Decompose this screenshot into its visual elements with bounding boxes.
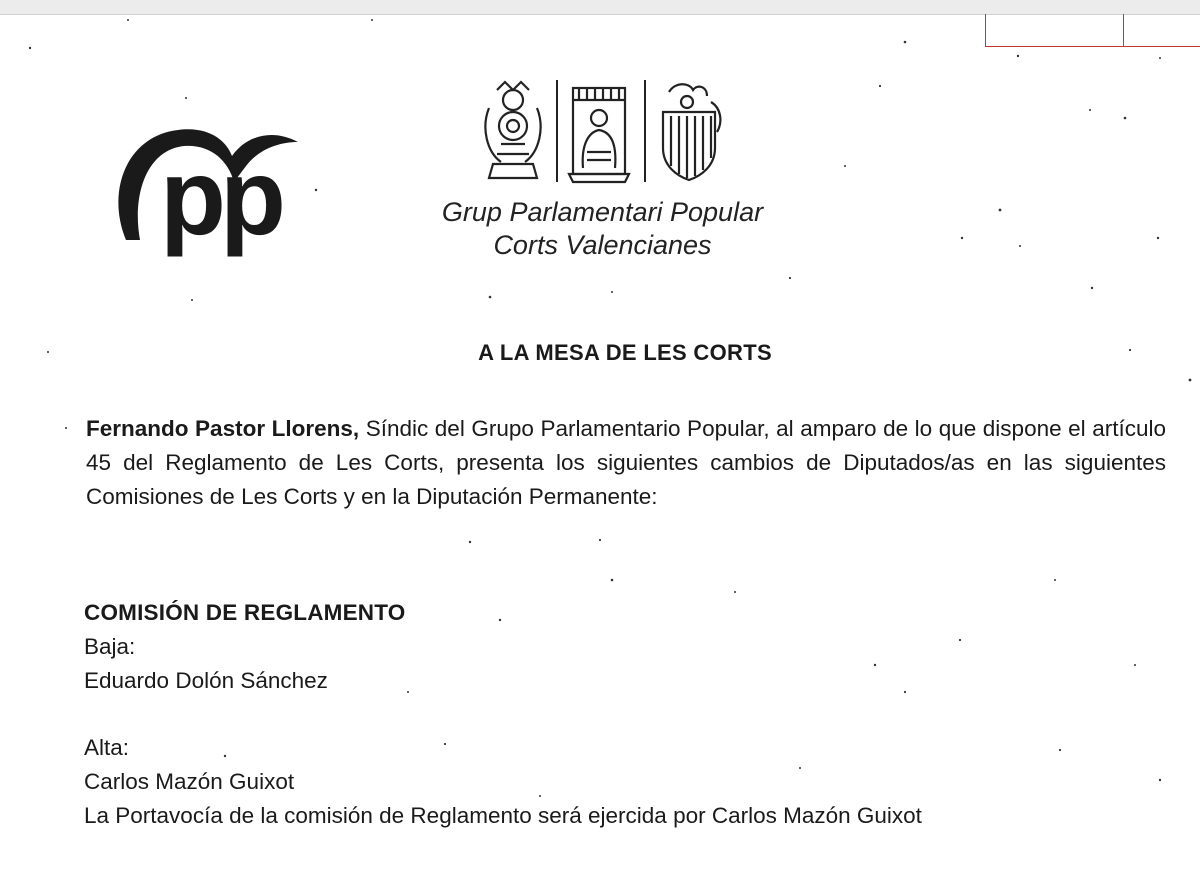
scan-top-edge xyxy=(0,0,1200,15)
logo-letters: pp xyxy=(160,136,280,257)
right-heraldic-emblem xyxy=(663,84,720,180)
section-spacer xyxy=(84,698,1184,731)
addition-label: Alta: xyxy=(84,735,130,760)
removal-label: Baja: xyxy=(84,634,136,659)
intro-text: Síndic del Grupo Parlamentario Popular, al amparo de lo que dispone el artículo 45 del Reglamento de Les Corts, presenta los siguientes cambios de Diputados/as en las siguientes Comisiones de Les Corts y en la Diputación Permanente: xyxy=(86,416,1166,509)
addition-name: Carlos Mazón Guixot xyxy=(84,769,295,794)
commission-section xyxy=(84,596,1184,833)
corts-emblems xyxy=(475,78,730,188)
removal-name: Eduardo Dolón Sánchez xyxy=(84,668,328,693)
document-heading: A LA MESA DE LES CORTS xyxy=(478,340,772,365)
registry-stamp-box xyxy=(985,14,1200,47)
stamp-divider xyxy=(1123,14,1124,46)
parliamentary-group-name xyxy=(400,196,805,262)
left-heraldic-emblem xyxy=(485,82,540,178)
intro-paragraph xyxy=(86,412,1166,514)
pp-party-logo xyxy=(112,122,302,262)
center-heraldic-emblem xyxy=(569,88,629,182)
author-name: Fernando Pastor Llorens, xyxy=(86,416,360,441)
group-name-line-2: Corts Valencianes xyxy=(493,230,712,260)
spokesperson-note: La Portavocía de la comisión de Reglamento será ejercida por Carlos Mazón Guixot xyxy=(84,803,922,828)
commission-title: COMISIÓN DE REGLAMENTO xyxy=(84,600,406,625)
group-name-line-1: Grup Parlamentari Popular xyxy=(441,197,764,227)
